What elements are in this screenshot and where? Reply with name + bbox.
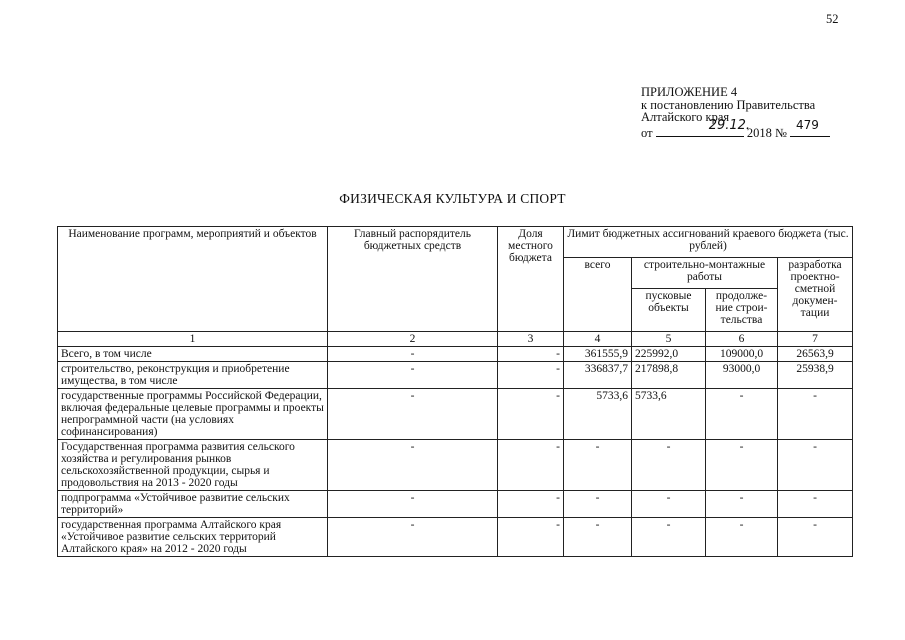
table-row <box>58 362 853 389</box>
row-startup: - <box>632 518 706 557</box>
handwritten-date: 29.12. <box>708 117 751 133</box>
year-label: 2018 № <box>746 125 787 140</box>
row-local-share: - <box>498 347 564 362</box>
row-continuing: - <box>706 518 778 557</box>
column-number: 3 <box>498 332 564 347</box>
header-local-share: Доля местного бюджета <box>498 227 564 332</box>
header-design: разработка проектно-сметной докумен-тации <box>778 258 853 332</box>
row-name: государственные программы Российской Федерации, включая федеральные целевые программы и проекты непрограммной части (на условиях софинансирования) <box>58 389 328 440</box>
page-number: 52 <box>826 12 839 26</box>
table-row <box>58 389 853 440</box>
row-name: Всего, в том числе <box>58 347 328 362</box>
row-continuing: 93000,0 <box>706 362 778 389</box>
header-construction: строительно-монтажные работы <box>632 258 778 289</box>
row-local-share: - <box>498 440 564 491</box>
row-startup: 217898,8 <box>632 362 706 389</box>
table-row <box>58 518 853 557</box>
table-row <box>58 347 853 362</box>
row-startup: 5733,6 <box>632 389 706 440</box>
appendix-block <box>641 86 830 139</box>
column-number: 1 <box>58 332 328 347</box>
row-total: - <box>564 491 632 518</box>
appendix-line-3: Алтайского края <box>641 110 730 124</box>
handwritten-number: 479 <box>796 117 819 132</box>
column-number: 4 <box>564 332 632 347</box>
table-row <box>58 491 853 518</box>
row-continuing: - <box>706 440 778 491</box>
row-total: - <box>564 440 632 491</box>
row-startup: - <box>632 491 706 518</box>
appendix-title: ПРИЛОЖЕНИЕ 4 <box>641 85 738 99</box>
row-total: 336837,7 <box>564 362 632 389</box>
column-number-row <box>58 332 853 347</box>
row-total: - <box>564 518 632 557</box>
column-number: 6 <box>706 332 778 347</box>
budget-table <box>57 226 853 557</box>
header-total: всего <box>564 258 632 332</box>
column-number: 5 <box>632 332 706 347</box>
header-limit: Лимит бюджетных ассигнований краевого бюджета (тыс. рублей) <box>564 227 853 258</box>
header-continuing: продолже-ние строи-тельства <box>706 289 778 332</box>
column-number: 2 <box>328 332 498 347</box>
row-local-share: - <box>498 389 564 440</box>
row-name: подпрограмма «Устойчивое развитие сельских территорий» <box>58 491 328 518</box>
row-manager: - <box>328 491 498 518</box>
row-design: 26563,9 <box>778 347 853 362</box>
row-name: государственная программа Алтайского края «Устойчивое развитие сельских территорий Алтайского края» на 2012 - 2020 годы <box>58 518 328 557</box>
date-blank <box>656 117 751 137</box>
row-manager: - <box>328 440 498 491</box>
table-row <box>58 440 853 491</box>
appendix-line-2: к постановлению Правительства <box>641 97 816 112</box>
row-total: 361555,9 <box>564 347 632 362</box>
row-local-share: - <box>498 362 564 389</box>
row-continuing: - <box>706 491 778 518</box>
row-local-share: - <box>498 518 564 557</box>
number-blank <box>790 117 830 137</box>
row-manager: - <box>328 362 498 389</box>
row-total: 5733,6 <box>564 389 632 440</box>
row-continuing: - <box>706 389 778 440</box>
row-design: - <box>778 518 853 557</box>
row-name: Государственная программа развития сельского хозяйства и регулирования рынков сельскохозяйственной продукции, сырья и продовольствия на 2013 - 2020 годы <box>58 440 328 491</box>
row-local-share: - <box>498 491 564 518</box>
row-design: - <box>778 491 853 518</box>
section-title: ФИЗИЧЕСКАЯ КУЛЬТУРА И СПОРТ <box>339 191 566 206</box>
row-manager: - <box>328 518 498 557</box>
from-label: от <box>641 125 653 140</box>
row-manager: - <box>328 389 498 440</box>
row-design: 25938,9 <box>778 362 853 389</box>
row-manager: - <box>328 347 498 362</box>
header-startup: пусковые объекты <box>632 289 706 332</box>
header-manager: Главный распорядитель бюджетных средств <box>328 227 498 332</box>
row-startup: 225992,0 <box>632 347 706 362</box>
row-startup: - <box>632 440 706 491</box>
row-design: - <box>778 389 853 440</box>
row-continuing: 109000,0 <box>706 347 778 362</box>
row-design: - <box>778 440 853 491</box>
row-name: строительство, реконструкция и приобретение имущества, в том числе <box>58 362 328 389</box>
header-name: Наименование программ, мероприятий и объектов <box>58 227 328 332</box>
column-number: 7 <box>778 332 853 347</box>
